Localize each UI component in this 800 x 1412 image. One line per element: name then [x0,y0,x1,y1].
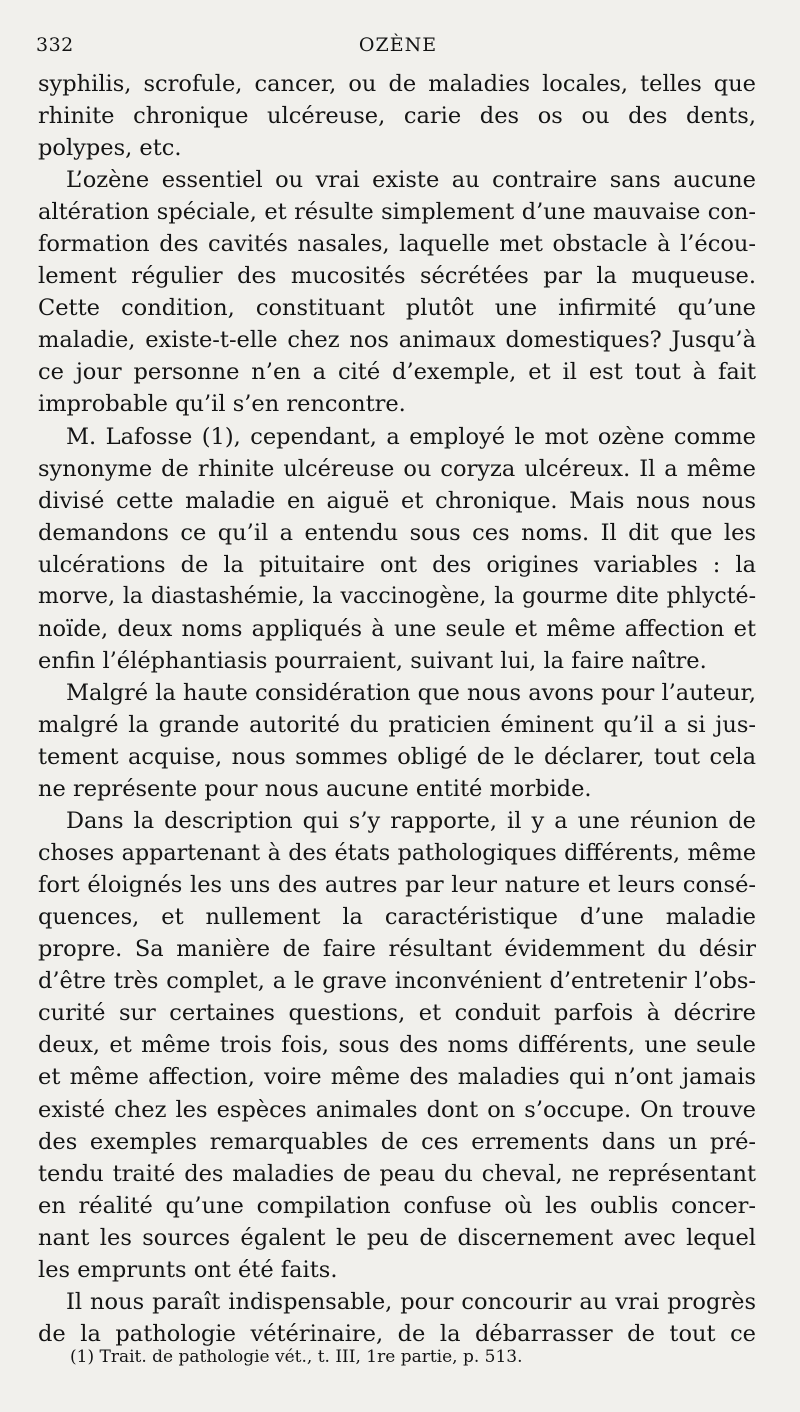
text-line: choses appartenant à des états pathologiques différents, même [38,840,756,867]
text-line: curité sur certaines questions, et conduit parfois à décrire [38,1000,756,1027]
text-line: quences, et nullement la caractéristique d’une maladie [38,904,756,931]
text-line: existé chez les espèces animales dont on s’occupe. On trouve [38,1096,756,1123]
text-line: altération spéciale, et résulte simplement d’une mauvaise con- [38,199,756,226]
text-line: Cette condition, constituant plutôt une infirmité qu’une [38,295,756,322]
text-line: en réalité qu’une compilation confuse où les oublis concer- [38,1192,756,1219]
paragraph [38,677,756,805]
text-line: syphilis, scrofule, cancer, ou de maladies locales, telles que [38,71,756,97]
text-line: et même affection, voire même des maladies qui n’ont jamais [38,1064,756,1091]
text-line: les emprunts ont été faits. [38,1256,338,1283]
footnote: (1) Trait. de pathologie vét., t. III, 1re partie, p. 513. [70,1347,523,1367]
body-text [38,68,756,1350]
text-line: synonyme de rhinite ulcéreuse ou coryza ulcéreux. Il a même [38,455,756,482]
text-line: de la pathologie vétérinaire, de la débarrasser de tout ce [38,1320,756,1347]
text-line: L’ozène essentiel ou vrai existe au contraire sans aucune [66,167,756,194]
text-line: des exemples remarquables de ces errements dans un pré- [38,1128,756,1155]
paragraph [38,164,756,420]
text-line: Il nous paraît indispensable, pour concourir au vrai progrès [66,1288,756,1315]
page-header [36,34,760,58]
text-line: ne représente pour nous aucune entité morbide. [38,776,592,803]
text-line: formation des cavités nasales, laquelle met obstacle à l’écou- [38,231,756,258]
text-line: Malgré la haute considération que nous avons pour l’auteur, [66,679,756,706]
text-line: tement acquise, nous sommes obligé de le déclarer, tout cela [38,743,756,770]
text-line: lement régulier des mucosités sécrétées par la muqueuse. [38,263,756,290]
text-line: malgré la grande autorité du praticien éminent qu’il a si jus- [38,711,756,738]
paragraph [38,1286,756,1350]
text-line: Dans la description qui s’y rapporte, il y a une réunion de [66,808,756,835]
text-line: deux, et même trois fois, sous des noms différents, une seule [38,1032,756,1059]
text-line: M. Lafosse (1), cependant, a employé le mot ozène comme [66,423,756,450]
paragraph [38,421,756,677]
text-line: morve, la diastashémie, la vaccinogène, la gourme dite phlycté- [38,583,756,609]
text-line: polypes, etc. [38,135,182,162]
paragraph [38,68,756,164]
text-line: noïde, deux noms appliqués à une seule et même affection et [38,615,756,642]
text-line: demandons ce qu’il a entendu sous ces noms. Il dit que les [38,519,756,546]
text-line: divisé cette maladie en aiguë et chronique. Mais nous nous [38,487,756,514]
text-line: d’être très complet, a le grave inconvénient d’entretenir l’obs- [38,968,756,995]
text-line: tendu traité des maladies de peau du cheval, ne représentant [38,1160,756,1187]
text-line: rhinite chronique ulcéreuse, carie des os ou des dents, [38,103,756,130]
page-number: 332 [36,34,74,56]
running-title: OZÈNE [358,34,438,56]
text-line: improbable qu’il s’en rencontre. [38,391,406,418]
text-line: ce jour personne n’en a cité d’exemple, et il est tout à fait [38,359,756,386]
text-line: maladie, existe-t-elle chez nos animaux domestiques? Jusqu’à [38,327,756,354]
text-line: ulcérations de la pituitaire ont des origines variables : la [38,551,756,578]
text-line: enfin l’éléphantiasis pourraient, suivant lui, la faire naître. [38,647,707,674]
text-line: fort éloignés les uns des autres par leur nature et leurs consé- [38,872,756,899]
text-line: nant les sources égalent le peu de discernement avec lequel [38,1224,756,1251]
text-line: propre. Sa manière de faire résultant évidemment du désir [38,936,756,963]
paragraph [38,805,756,1286]
